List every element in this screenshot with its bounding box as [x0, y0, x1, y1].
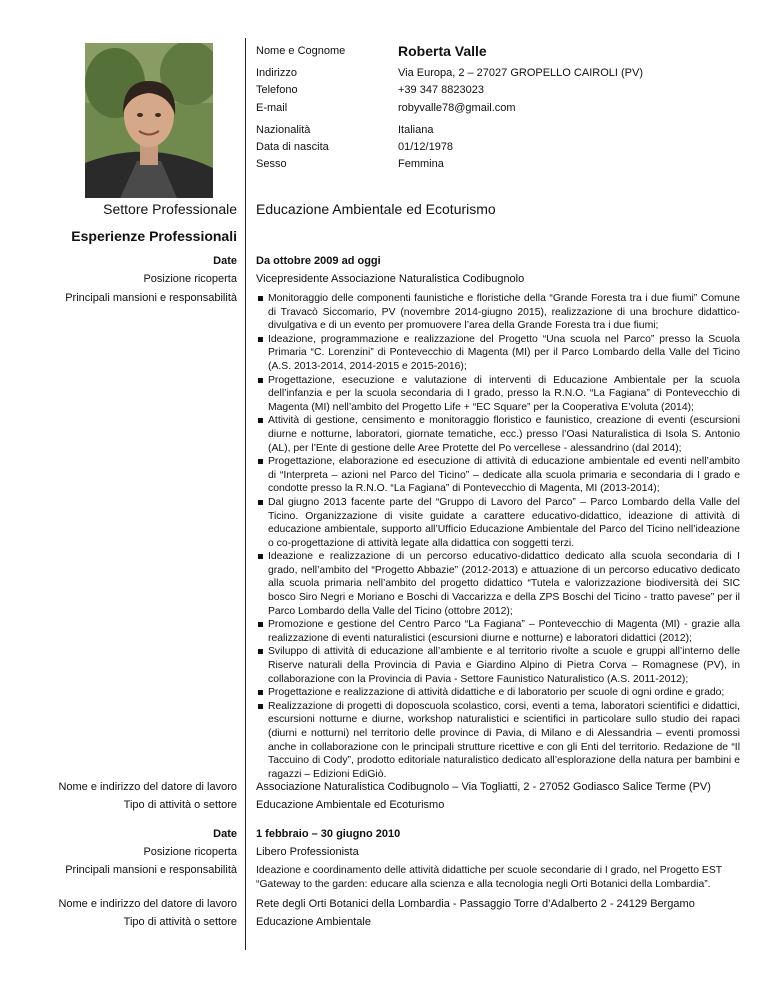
email-value[interactable]: robyvalle78@gmail.com: [398, 102, 516, 114]
list-item: Ideazione, programmazione e realizzazione del Progetto “Una scuola nel Parco” presso la Scuola Primaria “C. Lorenzini” di Pontevecchio di Magenta (MI) per il Parco Lombardo della Valle del Ticino (A.S. 2013-2014, 2014-2015 e 2015-2016);: [256, 333, 740, 374]
job1-position: Vicepresidente Associazione Naturalistica Codibugnolo: [256, 273, 525, 285]
nationality-label: Nazionalità: [256, 124, 311, 136]
list-item: Progettazione, esecuzione e valutazione di interventi di Educazione Ambientale per la scuola dell’infanzia e per la scuola secondaria di I grado, presso la R.N.O. “La Fagiana” di Pontevecchio di Magenta (MI) nell’ambito del Progetto Life + “EC Square” per la Cooperativa E’voluta (2014);: [256, 374, 740, 415]
full-name: Roberta Valle: [398, 43, 487, 59]
job1-duties-list: [256, 292, 740, 781]
job2-date-label: Date: [213, 828, 237, 840]
job2-employer-label: Nome e indirizzo del datore di lavoro: [58, 898, 237, 910]
job1-date-label: Date: [213, 255, 237, 267]
job2-position: Libero Professionista: [256, 846, 359, 858]
job2-position-label: Posizione ricoperta: [143, 846, 237, 858]
job1-sector-label: Tipo di attività o settore: [123, 799, 237, 811]
list-item: Realizzazione di progetti di doposcuola scolastico, corsi, eventi a tema, laboratori scientifici e didattici, escursioni notturne e diurne, workshop naturalistici e scientifici in particolare sullo studio dei rapaci (diurni e notturni) nel territorio delle province di Pavia, di Milano e di Alessandria – eventi promossi anche in collaborazione con le principali strutture ricettive e con gli Enti del territorio. Redazione de “Il Taccuino di Cody”, prodotto editoriale naturalistico dedicato all’esplorazione della natura per bambini e ragazzi – Edizioni EdiGiò.: [256, 700, 740, 782]
nationality-value: Italiana: [398, 124, 434, 136]
sector-label: Settore Professionale: [103, 201, 237, 217]
job1-date: Da ottobre 2009 ad oggi: [256, 255, 381, 267]
list-item: Progettazione, elaborazione ed esecuzione di attività di educazione ambientale ed eventi nell’ambito di “Interpreta – azioni nel Parco del Ticino” – dedicate alla scuola primaria e secondaria di I grado e condotte presso la R.N.O. “La Fagiana” di Pontevecchio di Magenta, MI (2013-2014);: [256, 455, 740, 496]
address-value: Via Europa, 2 – 27027 GROPELLO CAIROLI (PV): [398, 67, 643, 79]
job2-employer: Rete degli Orti Botanici della Lombardia - Passaggio Torre d’Adalberto 2 - 24129 Bergamo: [256, 898, 695, 910]
list-item: Dal giugno 2013 facente parte del “Gruppo di Lavoro del Parco” – Parco Lombardo della Valle del Ticino. Organizzazione di visite guidate a carattere educativo-didattico, ideazione di attività di educazione ambientale, supporto all’Ufficio Educazione Ambientale del Parco del Ticino nell’ideazione o co-progettazione di attività legate alla didattica con soggetti terzi.: [256, 496, 740, 550]
list-item: Promozione e gestione del Centro Parco “La Fagiana” – Pontevecchio di Magenta (MI) - grazie alla realizzazione di eventi naturalistici (escursioni diurne e notturne) e laboratori didattici (2012);: [256, 618, 740, 645]
job1-employer: Associazione Naturalistica Codibugnolo – Via Togliatti, 2 - 27052 Godiasco Salice Terme (PV): [256, 781, 711, 793]
list-item: Ideazione e realizzazione di un percorso educativo-didattico dedicato alla scuola secondaria di I grado, nell’ambito del “Progetto Abbazie” (2012-2013) e attuazione di un percorso educativo dedicato alla scuola primaria nell’ambito del progetto didattico “Tutela e valorizzazione biodiversità dei SIC bosco Siro Negri e Moriano e Boschi di Vaccarizza e della ZPS Boschi del Ticino - tratto pavese” per il Parco Lombardo della Valle del Ticino (ottobre 2012);: [256, 550, 740, 618]
job1-duties-label: Principali mansioni e responsabilità: [65, 292, 237, 304]
job2-sector-label: Tipo di attività o settore: [123, 916, 237, 928]
experience-heading: Esperienze Professionali: [71, 228, 237, 244]
birth-value: 01/12/1978: [398, 141, 454, 153]
email-label: E-mail: [256, 102, 288, 114]
birth-label: Data di nascita: [256, 141, 329, 153]
address-label: Indirizzo: [256, 67, 297, 79]
column-divider: [245, 38, 246, 950]
phone-label: Telefono: [256, 84, 298, 96]
list-item: Attività di gestione, censimento e monitoraggio floristico e faunistico, creazione di eventi (escursioni diurne e notturne, laboratori, giornate tematiche, ecc.) presso l’Oasi Naturalistica di Isola S. Antonio (AL), per l’Ente di gestione delle Aree Protette del Po vercellese - alessandrino (dal 2014);: [256, 414, 740, 455]
sex-value: Femmina: [398, 158, 444, 170]
phone-value: +39 347 8823023: [398, 84, 484, 96]
sex-label: Sesso: [256, 158, 287, 170]
job2-duties-label: Principali mansioni e responsabilità: [65, 864, 237, 876]
profile-photo: [85, 43, 213, 198]
list-item: Sviluppo di attività di educazione all’ambiente e al territorio rivolte a scuole e gruppi all’interno delle Riserve naturali della Provincia di Pavia e Giardino Alpino di Pietra Corva – Romagnese (PV), in collaborazione con la Provincia di Pavia - Settore Faunistico Naturalistico (A.S. 2011-2012);: [256, 645, 740, 686]
job2-sector: Educazione Ambientale: [256, 916, 371, 928]
job2-date: 1 febbraio – 30 giugno 2010: [256, 828, 401, 840]
job1-employer-label: Nome e indirizzo del datore di lavoro: [58, 781, 237, 793]
sector-value: Educazione Ambientale ed Ecoturismo: [256, 201, 496, 217]
name-label: Nome e Cognome: [256, 45, 346, 57]
job1-position-label: Posizione ricoperta: [143, 273, 237, 285]
job2-duties: Ideazione e coordinamento delle attività didattiche per scuole secondarie di I grado, nel Progetto EST “Gateway to the garden: educare alla scienza e alla tecnologia negli Orti Botanici della Lombardia”.: [256, 865, 722, 890]
list-item: Monitoraggio delle componenti faunistiche e floristiche della “Grande Foresta tra i due fiumi” Comune di Travacò Siccomario, PV (novembre 2014-giugno 2015), realizzazione di una brochure didattico-divulgativa e di un evento per promuovere l’area della Grande Foresta tra i due fiumi;: [256, 292, 740, 333]
list-item: Progettazione e realizzazione di attività didattiche e di laboratorio per scuole di ogni ordine e grado;: [256, 686, 740, 700]
job1-sector: Educazione Ambientale ed Ecoturismo: [256, 799, 445, 811]
